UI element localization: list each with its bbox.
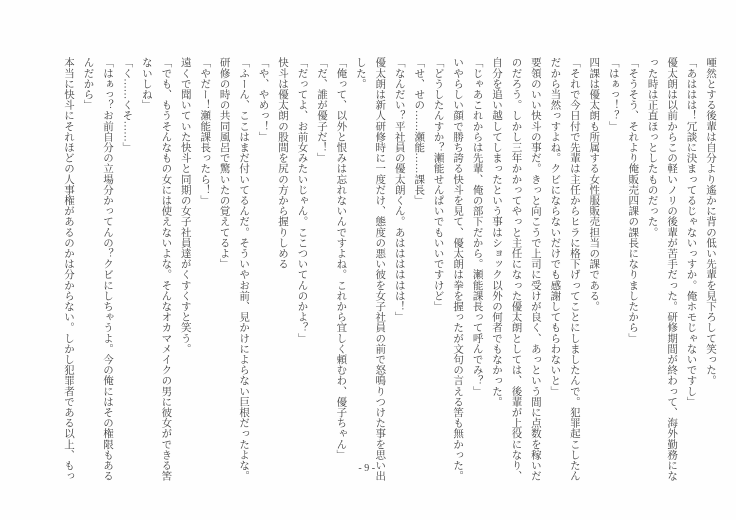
text-line: 遠くで聞いていた快斗と同期の女子社員達がくすくすと笑う。: [179, 57, 191, 354]
text-line: した。: [354, 57, 366, 89]
text-line: 「はぁっ？お前自分の立場分かってんの？クビにしちゃうよ。今の俺にはその権限もある: [101, 57, 113, 481]
text-line: った時は正直ほっとしたものだった。: [646, 57, 658, 238]
text-line: ないしね」: [140, 57, 152, 110]
text-line: 「ふーん、ここはまだ付いてるんだ。そういやお前、見かけによらない巨根だったよな。: [238, 57, 250, 481]
text-line: いやらしい顔で勝ち誇る快斗を見て、優太朗は拳を握ったが文句の言える筈も無かった。: [452, 57, 464, 481]
text-line: 「でも、もうそんなもの女には使えないよな。そんなオカマメイクの男に彼女ができる筈: [160, 57, 172, 481]
text-line: 「それで今日付で先輩は主任からヒラに格下げってことにしましたんで。犯罪起こしたん: [568, 57, 580, 481]
text-line: 「やだー！瀬能課長ったら！」: [199, 57, 211, 206]
text-line: 四課は優太朗も所属する女性服販売担当の課である。: [588, 57, 600, 312]
text-line: 要領のいい快斗の事だ。きっと向こうで上司に受けが良く、あっという間に点数を稼いだ: [529, 57, 541, 481]
text-line: 自分を追い越してしまったという事はショック以外の何者でもなかった。: [491, 57, 503, 407]
text-line: 「はぁっ！？」: [607, 57, 619, 132]
text-line: 優太朗は新人研修時に一度だけ、態度の悪い彼を女子社員の前で怒鳴りつけた事を思い出: [374, 57, 386, 481]
text-line: 「どうしたんすか？瀬能せんぱいでもいいですけど」: [432, 57, 444, 312]
text-line: 「や、やめっ！」: [257, 57, 269, 142]
text-line: 「そうそう、それより俺販売四課の課長になりましたから」: [627, 57, 639, 344]
text-line: だから当然っすよね。クビにならないだけでも感謝してもらわないと」: [549, 57, 561, 397]
text-line: 「せ、せの……瀬能……課長」: [413, 57, 425, 206]
text-line: 優太朗は以前からこの軽いノリの後輩が苦手だった。研修期間が終わって、海外勤務にな: [666, 57, 678, 481]
text-line: 快斗は優太朗の股間を尻の方から握りしめる: [277, 57, 289, 269]
text-line: 「だ、誰が優子だ！」: [315, 57, 327, 163]
text-line: のだろう。しかし三年かかってやっと主任になった優太朗としては、後輩が上役になり、: [510, 57, 522, 481]
vertical-text-block: [16, 57, 720, 495]
page-number: -9-: [358, 463, 378, 474]
text-line: 「く……くそ……」: [121, 57, 133, 153]
text-line: 「じゃあこれからは先輩、俺の部下だから。瀬能課長って呼んでみ？」: [471, 57, 483, 397]
text-line: 研修の時の共同風呂で驚いたの覚えてるよ」: [218, 57, 230, 269]
text-line: んだから」: [82, 57, 94, 110]
text-line: 「俺って、以外と恨みは忘れないんですよね。これから宜しく頼むわ、優子ちゃん」: [335, 57, 347, 460]
text-line: 「あははは！冗談に決まってるじゃないっすか。俺ホモじゃないですし」: [685, 57, 697, 407]
text-line: 唖然とする後輩は自分より遙かに背の低い先輩を見下ろして笑った。: [705, 57, 716, 386]
text-line: 「だってよ、お前女みたいじゃん。ここついてんのかよ？」: [296, 57, 308, 344]
text-line: 本当に快斗にそれほどの人事権があるのかは分からない。しかし犯罪者である以上、もっ: [63, 57, 75, 481]
text-line: 「なんだい？平社員の優太朗くん。あはははははは！」: [393, 57, 405, 322]
